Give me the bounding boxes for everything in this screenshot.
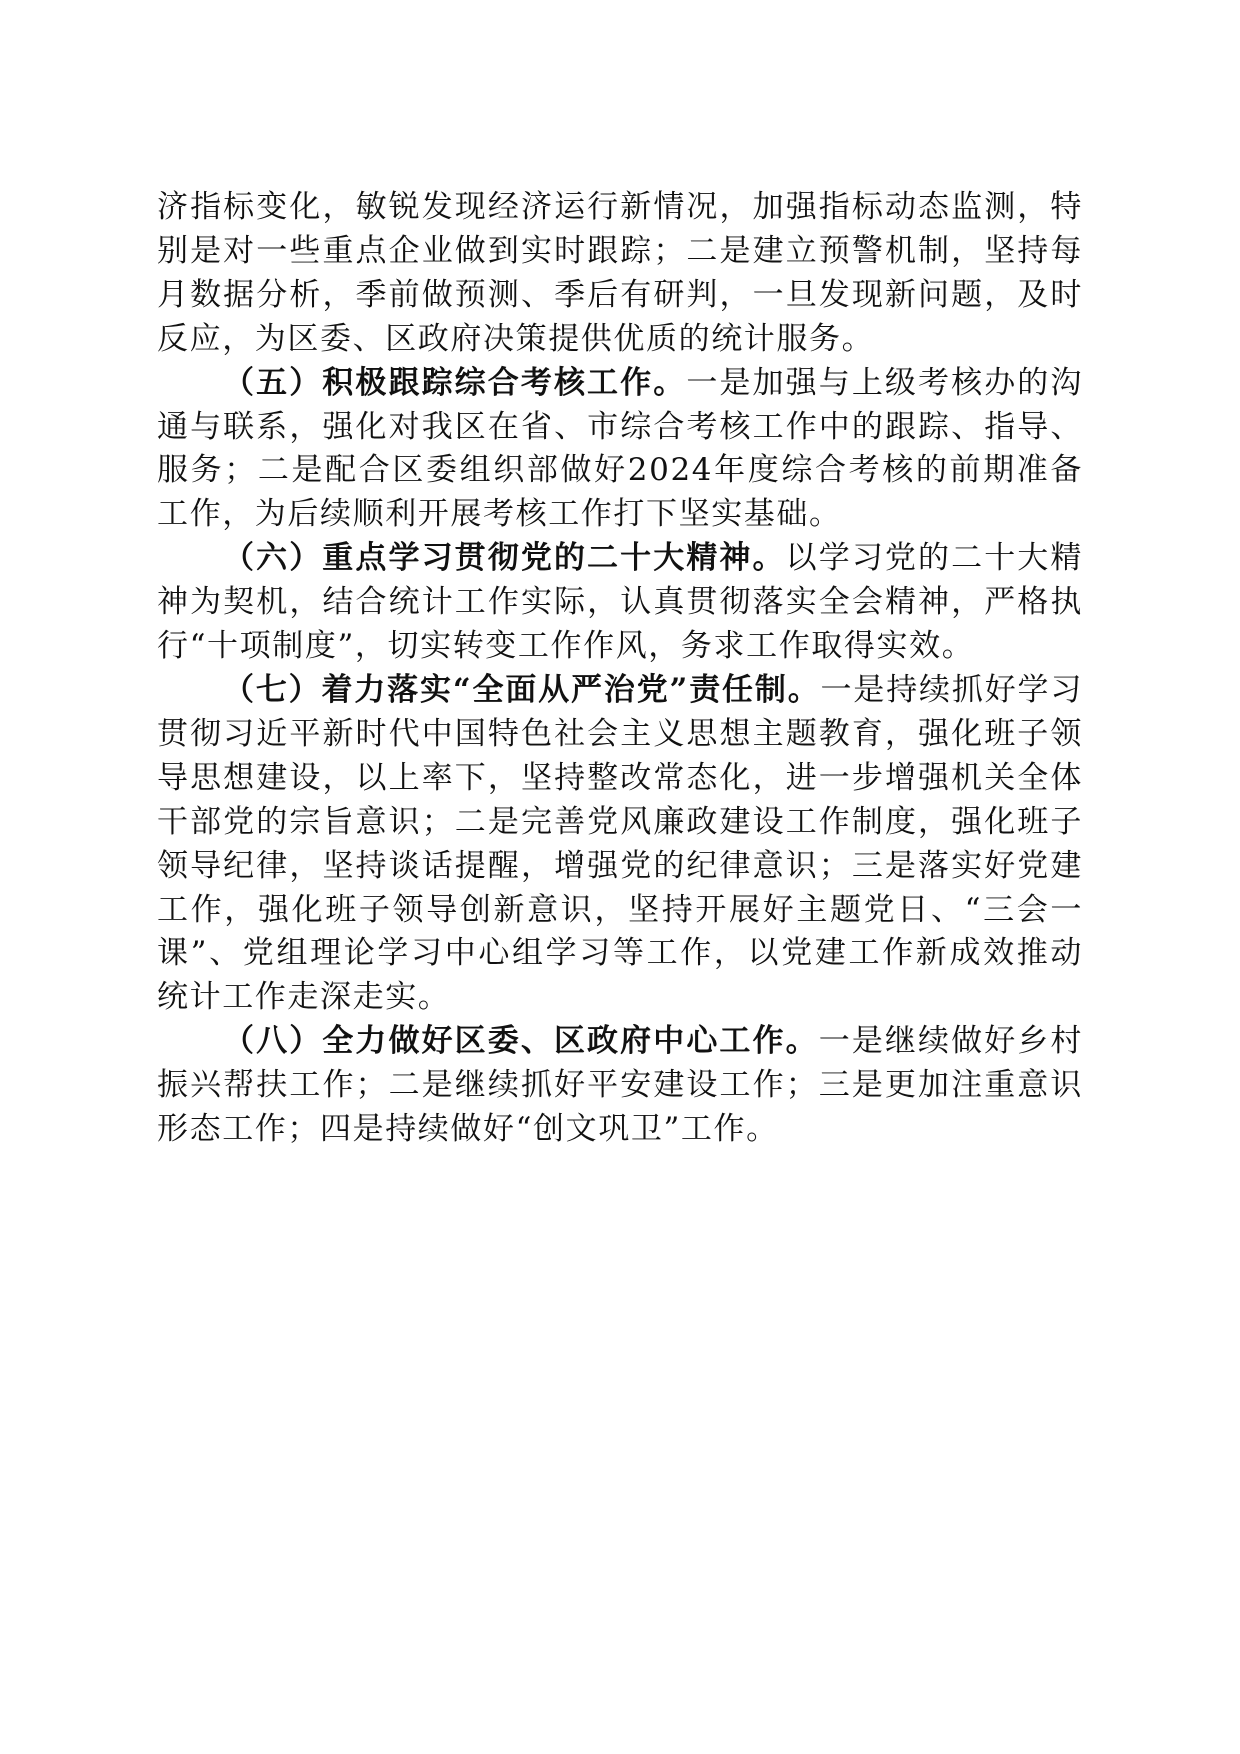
paragraph-text: 济指标变化，敏锐发现经济运行新情况，加强指标动态监测，特别是对一些重点企业做到实时跟踪；二是建立预警机制，坚持每月数据分析，季前做预测、季后有研判，一旦发现新问题，及时反应，为区委、区政府决策提供优质的统计服务。 [157,189,1083,357]
paragraph-text: 一是继续做好乡村振兴帮扶工作；二是继续抓好平安建设工作；三是更加注重意识形态工作；四是持续做好“创文巩卫”工作。 [157,1023,1083,1148]
paragraph-continuation [157,186,1083,362]
paragraph-text: 以学习党的二十大精神为契机，结合统计工作实际，认真贯彻落实全会精神，严格执行“十项制度”，切实转变工作作风，务求工作取得实效。 [157,540,1083,665]
paragraph-section-8 [157,1020,1083,1152]
paragraph-section-6 [157,537,1083,669]
section-heading: （七）着力落实“全面从严治党”责任制。 [223,671,821,708]
paragraph-text: 一是持续抓好学习贯彻习近平新时代中国特色社会主义思想主题教育，强化班子领导思想建设，以上率下，坚持整改常态化，进一步增强机关全体干部党的宗旨意识；二是完善党风廉政建设工作制度，强化班子领导纪律，坚持谈话提醒，增强党的纪律意识；三是落实好党建工作，强化班子领导创新意识，坚持开展好主题党日、“三会一课”、党组理论学习中心组学习等工作，以党建工作新成效推动统计工作走深走实。 [157,671,1083,1016]
paragraph-section-5 [157,362,1083,538]
section-heading: （六）重点学习贯彻党的二十大精神。 [223,540,786,577]
section-heading: （五）积极跟踪综合考核工作。 [223,364,687,401]
paragraph-section-7 [157,669,1083,1020]
paragraph-text: 一是加强与上级考核办的沟通与联系，强化对我区在省、市综合考核工作中的跟踪、指导、服务；二是配合区委组织部做好2024年度综合考核的前期准备工作，为后续顺利开展考核工作打下坚实基础。 [157,364,1083,533]
section-heading: （八）全力做好区委、区政府中心工作。 [223,1023,819,1060]
document-body [157,186,1083,1152]
